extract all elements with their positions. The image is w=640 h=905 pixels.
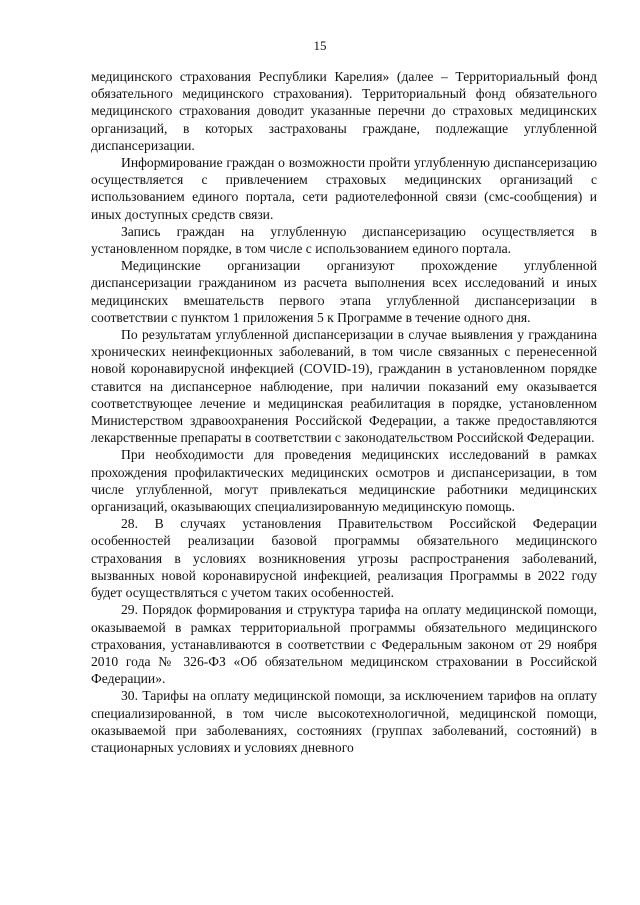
paragraph-item-30: 30. Тарифы на оплату медицинской помощи, за исключением тарифов на оплату специализированной, в том числе высокотехнологичной, медицинской помощи, оказываемой при заболеваниях, состояниях (группах заболеваний, состояний) в стационарных условиях и условиях дневного <box>91 688 597 755</box>
paragraph-continuation: медицинского страхования Республики Карелия» (далее – Территориальный фонд обязательного медицинского страхования). Территориальный фонд обязательного медицинского страхования доводит указанные перечни до страховых медицинских организаций, в которых застрахованы граждане, подлежащие углубленной диспансеризации. <box>91 69 597 153</box>
paragraph-results: По результатам углубленной диспансеризации в случае выявления у гражданина хронических неинфекционных заболеваний, в том числе связанных с перенесенной новой коронавирусной инфекцией (COVID-19), гражданин в установленном порядке ставится на диспансерное наблюдение, при наличии показаний ему оказывается соответствующее лечение и медицинская реабилитация в порядке, установленном Министерством здравоохранения Российской Федерации, а также предоставляются лекарственные препараты в соответствии с законодательством Российской Федерации. <box>91 327 597 446</box>
paragraph-informing: Информирование граждан о возможности пройти углубленную диспансеризацию осуществляется с привлечением страховых медицинских организаций с использованием единого портала, сети радиотелефонной связи (смс-сообщения) и иных доступных средств связи. <box>91 155 597 222</box>
page-number: 15 <box>313 38 327 53</box>
paragraph-item-28: 28. В случаях установления Правительством Российской Федерации особенностей реализации базовой программы обязательного медицинского страхования в условиях возникновения угрозы распространения заболеваний, вызванных новой коронавирусной инфекцией, реализация Программы в 2022 году будет осуществляться с учетом таких особенностей. <box>91 516 597 601</box>
paragraph-involvement: При необходимости для проведения медицинских исследований в рамках прохождения профилактических медицинских осмотров и диспансеризации, в том числе углубленной, могут привлекаться медицинские работники медицинских организаций, оказывающих специализированную медицинскую помощь. <box>91 447 597 515</box>
paragraph-item-29: 29. Порядок формирования и структура тарифа на оплату медицинской помощи, оказываемой в рамках территориальной программы обязательного медицинского страхования, устанавливаются в соответствии с Федеральным законом от 29 ноября 2010 года № 326-ФЗ «Об обязательном медицинском страховании в Российской Федерации». <box>91 602 597 687</box>
paragraph-registration: Запись граждан на углубленную диспансеризацию осуществляется в установленном порядке, в том числе с использованием единого портала. <box>91 223 597 257</box>
paragraph-organization: Медицинские организации организуют прохождение углубленной диспансеризации гражданином из расчета выполнения всех исследований и иных медицинских вмешательств первого этапа углубленной диспансеризации в соответствии с пунктом 1 приложения 5 к Программе в течение одного дня. <box>91 258 597 325</box>
document-body <box>91 68 597 756</box>
